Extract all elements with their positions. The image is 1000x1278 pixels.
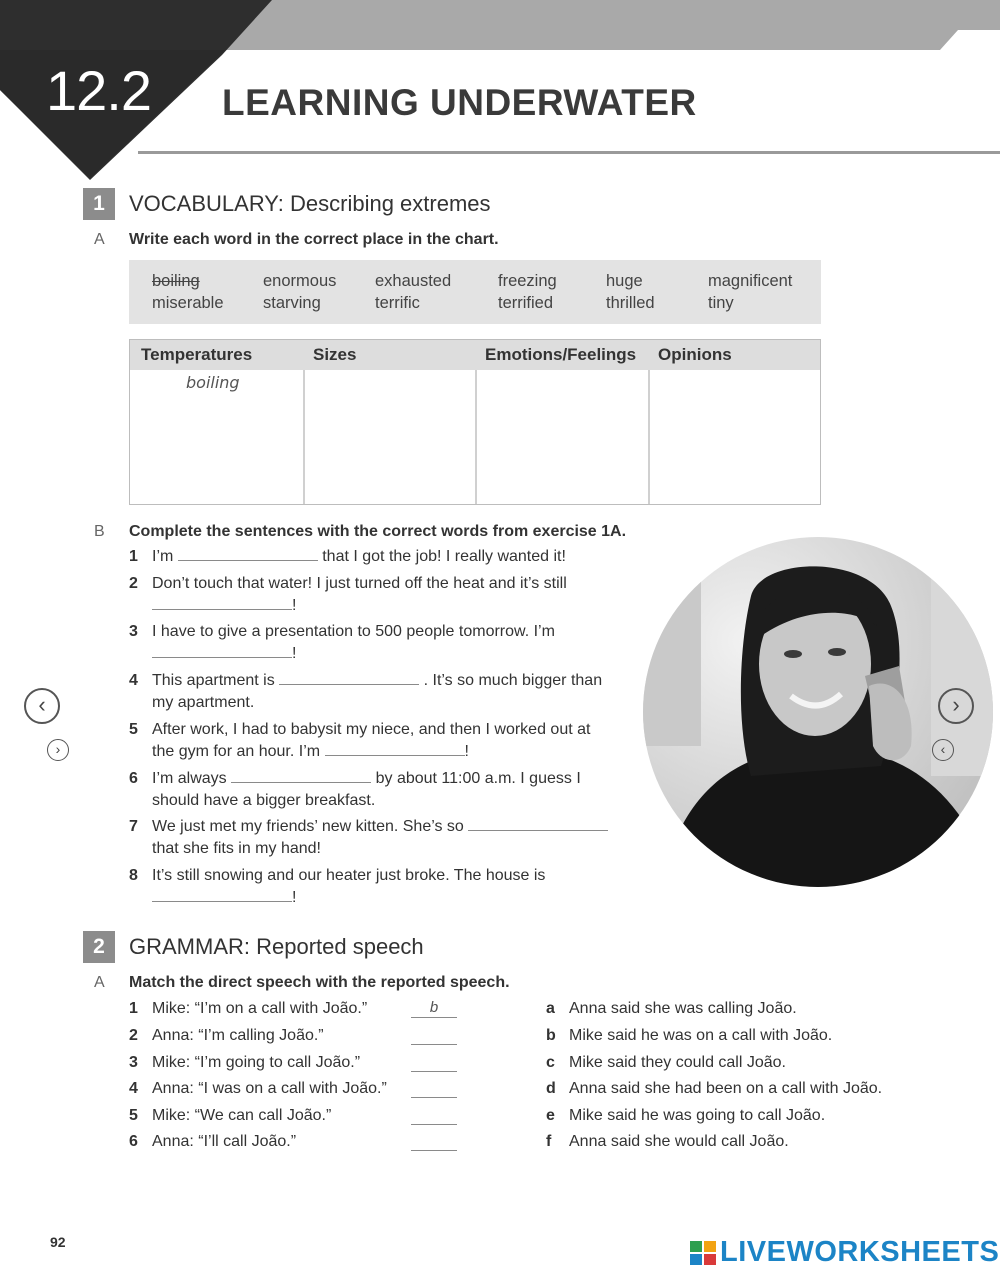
word-bank-item: exhausted [375, 272, 452, 290]
exercise-2a-letter: A [94, 974, 105, 991]
word-bank-item: freezing [498, 272, 557, 290]
chart-example-answer: boiling [186, 373, 240, 392]
reported-letter: d [546, 1080, 556, 1097]
reported-letter: b [546, 1027, 556, 1044]
reported-letter: c [546, 1054, 555, 1071]
brand-name[interactable]: LIVEWORKSHEETS [720, 1236, 1000, 1268]
question-number: 1 [129, 548, 138, 565]
match-answer-field[interactable] [411, 1106, 457, 1125]
sentence-item: I’m always by about 11:00 a.m. I guess I should have a bigger breakfast. [152, 770, 581, 809]
word-bank-item: tiny [708, 294, 734, 312]
match-answer-field[interactable] [411, 1079, 457, 1098]
answer-blank[interactable] [468, 816, 608, 831]
word-bank [129, 260, 821, 324]
answer-blank[interactable] [279, 670, 419, 685]
direct-speech: Anna: “I’m calling João.” [152, 1027, 324, 1044]
match-number: 4 [129, 1080, 138, 1097]
question-number: 2 [129, 575, 138, 592]
word-bank-item: starving [263, 294, 321, 312]
exercise-1a-letter: A [94, 231, 105, 248]
question-number: 8 [129, 867, 138, 884]
vocabulary-chart [129, 339, 821, 505]
direct-speech: Mike: “I’m going to call João.” [152, 1054, 361, 1071]
chevron-left-icon[interactable]: ‹ [932, 739, 954, 761]
section-2-number: 2 [83, 931, 115, 963]
sentence-item: I’m that I got the job! I really wanted it! [152, 548, 566, 565]
match-number: 2 [129, 1027, 138, 1044]
reported-speech: Anna said she would call João. [569, 1133, 789, 1150]
sentence-item: It’s still snowing and our heater just broke. The house is ! [152, 867, 546, 906]
previous-page-icon[interactable]: ‹ [24, 688, 60, 724]
reported-letter: f [546, 1133, 552, 1150]
reported-speech: Mike said they could call João. [569, 1054, 786, 1071]
reported-letter: e [546, 1107, 555, 1124]
answer-blank[interactable] [152, 887, 292, 902]
unit-number: 12.2 [46, 59, 151, 122]
section-1-title: VOCABULARY: Describing extremes [129, 191, 491, 216]
chart-header-emotions: Emotions/Feelings [485, 345, 637, 364]
reported-speech: Anna said she was calling João. [569, 1000, 797, 1017]
sentence-item: This apartment is . It’s so much bigger than my apartment. [152, 672, 603, 711]
match-number: 6 [129, 1133, 138, 1150]
next-page-icon[interactable]: › [938, 688, 974, 724]
sentence-item: I have to give a presentation to 500 people tomorrow. I’m ! [152, 623, 555, 662]
word-bank-item: terrified [498, 294, 554, 312]
chart-divider [475, 370, 477, 504]
exercise-2a-instruction: Match the direct speech with the reported speech. [129, 974, 510, 991]
word-bank-item: boiling [152, 272, 200, 290]
question-number: 6 [129, 770, 138, 787]
match-number: 1 [129, 1000, 138, 1017]
exercise-1a-instruction: Write each word in the correct place in the chart. [129, 231, 499, 248]
sentence-item: Don’t touch that water! I just turned off the heat and it’s still ! [152, 575, 567, 614]
answer-blank[interactable] [152, 595, 292, 610]
exercise-1b-letter: B [94, 523, 105, 540]
chart-divider [648, 370, 650, 504]
match-answer-field[interactable] [411, 1132, 457, 1151]
answer-blank[interactable] [178, 546, 318, 561]
word-bank-item: terrific [375, 294, 420, 312]
direct-speech: Anna: “I’ll call João.” [152, 1133, 297, 1150]
liveworksheets-logo-icon [690, 1241, 716, 1265]
unit-title: LEARNING UNDERWATER [222, 82, 697, 123]
chevron-right-icon[interactable]: › [47, 739, 69, 761]
sentence-item: We just met my friends’ new kitten. She’s so that she fits in my hand! [152, 816, 632, 860]
answer-blank[interactable] [231, 768, 371, 783]
word-bank-item: magnificent [708, 272, 793, 290]
direct-speech: Anna: “I was on a call with João.” [152, 1080, 387, 1097]
word-bank-item: enormous [263, 272, 337, 290]
match-answer-field[interactable]: b [411, 999, 457, 1018]
section-1-number: 1 [83, 188, 115, 220]
reported-speech: Anna said she had been on a call with João. [569, 1080, 883, 1097]
match-answer-field[interactable] [411, 1053, 457, 1072]
chart-header-temperatures: Temperatures [141, 345, 253, 364]
match-number: 5 [129, 1107, 138, 1124]
question-number: 3 [129, 623, 138, 640]
exercise-1b-instruction: Complete the sentences with the correct words from exercise 1A. [129, 523, 627, 540]
page-number: 92 [50, 1234, 66, 1250]
word-bank-item: miserable [152, 294, 224, 312]
chart-divider [303, 370, 305, 504]
reported-speech: Mike said he was on a call with João. [569, 1027, 833, 1044]
word-bank-item: thrilled [606, 294, 655, 312]
section-2-title: GRAMMAR: Reported speech [129, 934, 424, 959]
sentence-item: After work, I had to babysit my niece, and then I worked out at the gym for an hour. I’m ! [152, 721, 591, 760]
answer-blank[interactable] [152, 643, 292, 658]
chart-header-opinions: Opinions [658, 345, 732, 364]
match-number: 3 [129, 1054, 138, 1071]
direct-speech: Mike: “We can call João.” [152, 1107, 332, 1124]
word-bank-item: huge [606, 272, 643, 290]
chart-header-sizes: Sizes [313, 345, 357, 364]
direct-speech: Mike: “I’m on a call with João.” [152, 1000, 368, 1017]
question-number: 5 [129, 721, 138, 738]
question-number: 4 [129, 672, 138, 689]
answer-blank[interactable] [325, 741, 465, 756]
question-number: 7 [129, 818, 138, 835]
match-answer-field[interactable] [411, 1026, 457, 1045]
reported-speech: Mike said he was going to call João. [569, 1107, 826, 1124]
reported-letter: a [546, 1000, 555, 1017]
